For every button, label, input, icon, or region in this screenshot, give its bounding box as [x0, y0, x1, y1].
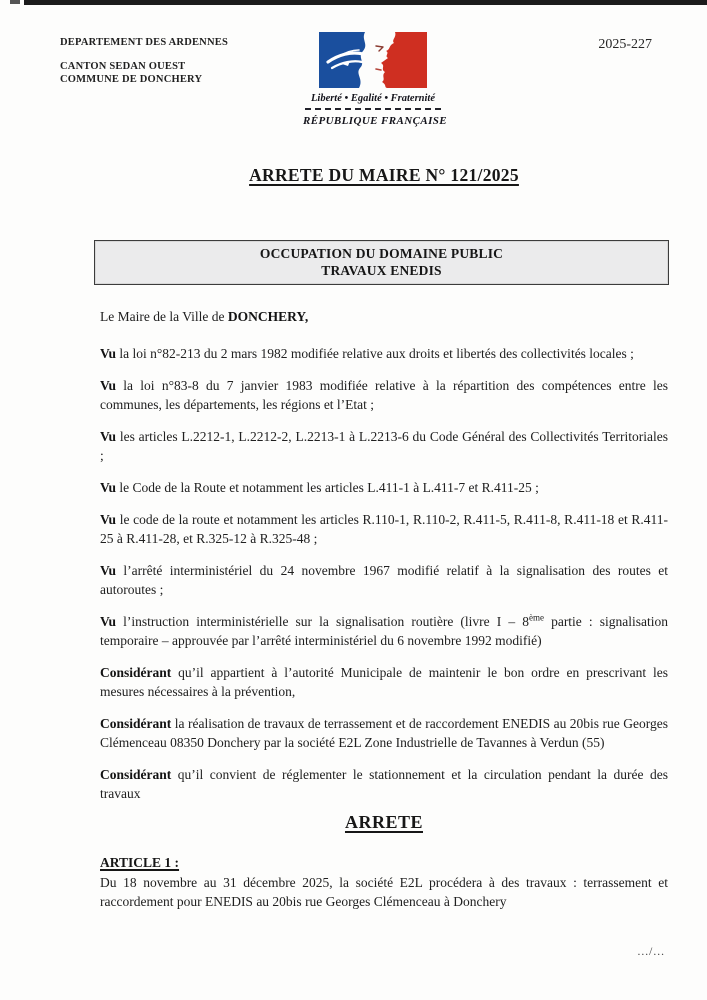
- paragraph-vu-1: Vu la loi n°82-213 du 2 mars 1982 modifiée relative aux droits et libertés des collectivités locales ;: [100, 346, 634, 361]
- intro-commune-name: DONCHERY,: [227, 309, 309, 324]
- republic-label: RÉPUBLIQUE FRANÇAISE: [303, 115, 448, 127]
- department-label: DEPARTEMENT DES ARDENNES: [60, 37, 228, 48]
- canton-label: CANTON SEDAN OUEST: [60, 61, 186, 72]
- document-title: ARRETE DU MAIRE N° 121/2025: [249, 165, 519, 185]
- paragraph-vu-7: Vu l’instruction interministérielle sur la signalisation routière (livre I – 8ème partie : signalisation temporaire – approuvée par l’arrêté interministériel du 6 novembre 1992 modifié): [100, 612, 669, 648]
- subject-line-1: OCCUPATION DU DOMAINE PUBLIC: [259, 246, 504, 261]
- motto-label: Liberté • Egalité • Fraternité: [310, 93, 435, 104]
- paragraph-considerant-3: Considérant qu’il convient de réglementer le stationnement et la circulation pendant la durée des travaux: [100, 767, 668, 801]
- paragraph-vu-6: Vu l’arrêté interministériel du 24 novembre 1967 modifié relatif à la signalisation des routes et autoroutes ;: [100, 563, 668, 597]
- paragraph-vu-4: Vu le Code de la Route et notamment les articles L.411-1 à L.411-7 et R.411-25 ;: [100, 480, 539, 495]
- commune-label: COMMUNE DE DONCHERY: [60, 74, 203, 85]
- intro-prefix: Le Maire de la Ville de: [100, 309, 228, 324]
- intro-paragraph: [100, 307, 668, 326]
- subject-line-2: TRAVAUX ENEDIS: [321, 263, 442, 278]
- paragraph-considerant-1: Considérant qu’il appartient à l’autorité Municipale de maintenir le bon ordre en prescrivant les mesures nécessaires à la prévention,: [100, 665, 668, 699]
- paragraph-vu-3: Vu les articles L.2212-1, L.2212-2, L.2213-1 à L.2213-6 du Code Général des Collectivités Territoriales ;: [100, 429, 668, 463]
- article-1-text: Du 18 novembre au 31 décembre 2025, la société E2L procédera à des travaux : terrassement et raccordement pour ENEDIS au 20bis rue Georges Clémenceau à Donchery: [100, 875, 668, 909]
- paragraph-considerant-2: Considérant la réalisation de travaux de terrassement et de raccordement ENEDIS au 20bis rue Georges Clémenceau 08350 Donchery par la société E2L Zone Industrielle de Tavannes à Verdun (55): [100, 716, 668, 750]
- scan-artifact-strip: [24, 0, 707, 5]
- article-1-heading: ARTICLE 1 :: [100, 855, 180, 870]
- document-body: [100, 165, 668, 924]
- continuation-mark: .../...: [637, 946, 665, 958]
- arrete-heading: ARRETE: [344, 812, 423, 832]
- emblem-dashed-divider: [305, 108, 441, 110]
- issuing-authority-block: [60, 36, 228, 86]
- superscript-eme: ème: [528, 612, 544, 623]
- marianne-flag-icon: [318, 31, 428, 89]
- paragraph-vu-5: Vu le code de la route et notamment les articles R.110-1, R.110-2, R.411-5, R.411-8, R.411-18 et R.411-25 à R.411-28, et R.325-12 à R.325-48 ;: [100, 512, 668, 546]
- subject-box: [94, 240, 669, 285]
- document-reference-number: 2025-227: [598, 37, 652, 52]
- paragraph-vu-2: Vu la loi n°83-8 du 7 janvier 1983 modifiée relative à la répartition des compétences entre les communes, les départements, les régions et l’Etat ;: [100, 378, 668, 412]
- french-republic-emblem: [303, 31, 448, 127]
